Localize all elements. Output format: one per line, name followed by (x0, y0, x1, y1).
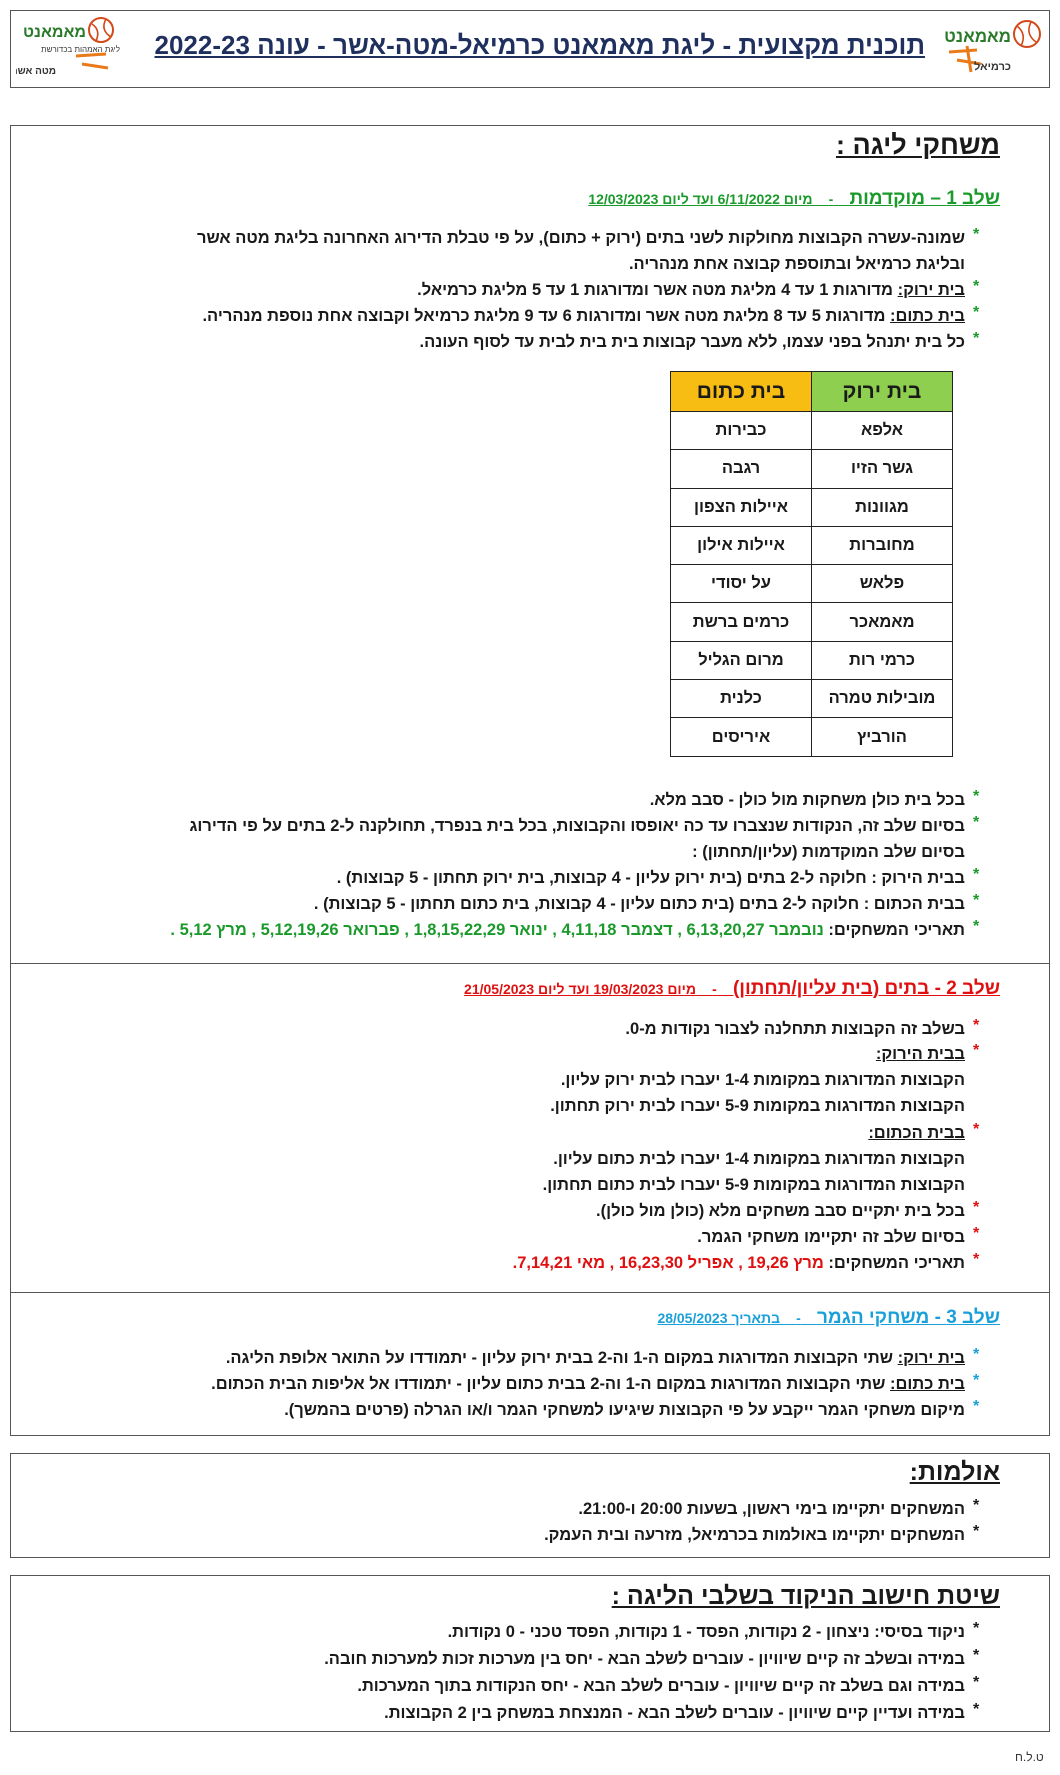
stage2-line: בכל בית יתקיים סבב משחקים מלא (כולן מול כולן). (596, 1202, 965, 1220)
bullet-star-icon: * (973, 226, 980, 243)
bullet-star-icon: * (973, 1251, 980, 1268)
table-cell: כרמים ברשת (671, 603, 812, 641)
table-row (671, 718, 953, 756)
bullet-star-icon: * (973, 1620, 980, 1637)
stage2-line: בבית הכתום: (868, 1124, 965, 1142)
table-row (671, 488, 953, 526)
stage1-after-line: בסיום שלב המוקדמות (עליון/תחתון) : (692, 843, 965, 861)
stage3-label: שלב 3 - משחקי הגמר (816, 1307, 1000, 1328)
stage1-after-line: בכל בית כולן משחקות מול כולן - סבב מלא. (649, 791, 965, 809)
bullet-star-icon: * (973, 1674, 980, 1691)
table-row (671, 641, 953, 679)
volleyball-logo-icon (937, 12, 1042, 82)
table-row (671, 450, 953, 488)
table-cell: רגבה (671, 450, 812, 488)
table-cell: מגוונות (812, 488, 953, 526)
stage2-line: הקבוצות המדורגות במקומות 5-9 יעברו לבית ירוק תחתון. (550, 1097, 965, 1115)
stage3-dates: בתאריך 28/05/2023 (657, 1310, 781, 1326)
stage2-label: שלב 2 - בתים (בית עליון/תחתון) (732, 978, 1000, 999)
logo-right (937, 12, 1042, 82)
bullet-star-icon: * (973, 918, 980, 935)
bullet-star-icon: * (973, 1647, 980, 1664)
table-row (671, 603, 953, 641)
table-row (671, 565, 953, 603)
bullet-star-icon: * (973, 892, 980, 909)
bullet-star-icon: * (973, 1225, 980, 1242)
stage1-line: שמונה-עשרה הקבוצות מחולקות לשני בתים (ירוק + כתום), על פי טבלת הדירוג האחרונה בליגת מטה אשר (196, 229, 965, 247)
stage2-sep: - (712, 981, 717, 997)
bullet-star-icon: * (973, 1121, 980, 1138)
scoring-line: במידה ועדיין קיים שיוויון - עוברים לשלב הבא - המנצחת במשחק בין 2 הקבוצות. (384, 1704, 965, 1722)
stage1-after-line: בסיום שלב זה, הנקודות שנצברו עד כה יאופסו והקבוצות, בכל בית בנפרד, תחולקנה ל-2 בתים על פי הדירוג (189, 817, 965, 835)
bullet-star-icon: * (973, 788, 980, 805)
table-row (671, 680, 953, 718)
table-row (671, 526, 953, 564)
stage2-line: בסיום שלב זה יתקיימו משחקי הגמר. (697, 1228, 965, 1246)
bullet-star-icon: * (973, 1701, 980, 1718)
stage1-dates: מיום 6/11/2022 ועד ליום 12/03/2023 (588, 191, 813, 207)
table-cell: אלפא (812, 412, 953, 450)
logo-right-sub: כרמיאל (974, 61, 1011, 73)
stage3-header (657, 1307, 1000, 1329)
table-cell: מאמאכר (812, 603, 953, 641)
table-cell: כרמי רות (812, 641, 953, 679)
stage2-line: הקבוצות המדורגות במקומות 1-4 יעברו לבית כתום עליון. (553, 1150, 965, 1168)
table-cell: הורביץ (812, 718, 953, 756)
table-cell: גשר הזיו (812, 450, 953, 488)
stage3-sep: - (796, 1310, 801, 1326)
bullet-star-icon: * (973, 1523, 980, 1540)
stage3-orange: בית כתום: שתי הקבוצות המדורגות במקום ה-1 וה-2 בבית כתום עליון - יתמודדו אל אליפות הבית הכתום. (211, 1375, 965, 1393)
scoring-line: במידה וגם בשלב זה קיים שיוויון - עוברים לשלב הבא - יחס הנקודות בתוך המערכות. (357, 1677, 965, 1695)
scoring-line: במידה ובשלב זה קיים שיוויון - עוברים לשלב הבא - יחס בין מערכות זכות למערכות חובה. (324, 1650, 965, 1668)
bullet-star-icon: * (973, 304, 980, 321)
league-heading: משחקי ליגה : (835, 130, 1000, 160)
stage2-line: בבית הירוק: (875, 1045, 965, 1063)
table-cell: על יסודי (671, 565, 812, 603)
table-cell: כבירות (671, 412, 812, 450)
halls-line: המשחקים יתקיימו בימי ראשון, בשעות 20:00 ו-21:00. (578, 1500, 965, 1518)
stage2-games-label: תאריכי המשחקים: (828, 1254, 965, 1272)
bullet-star-icon: * (973, 1372, 980, 1389)
stage1-after-line: בבית הירוק : חלוקה ל-2 בתים (בית ירוק עליון - 4 קבוצות, בית ירוק תחתון - 5 קבוצות) . (336, 869, 965, 887)
table-cell: פלאש (812, 565, 953, 603)
page-title: תוכנית מקצועית - ליגת מאמאנט כרמיאל-מטה-אשר - עונה 2022-23 (154, 30, 925, 60)
stage2-games-dates: מרץ 19,26 , אפריל 16,23,30 , מאי 7,14,21. (512, 1254, 829, 1272)
halls-line: המשחקים יתקיימו באולמות בכרמיאל, מזרעה ובית העמק. (544, 1526, 965, 1544)
logo-left-name: מאמאנט (23, 24, 86, 41)
bullet-star-icon: * (973, 1042, 980, 1059)
table-cell: איילות אילון (671, 526, 812, 564)
stage3-green: בית ירוק: שתי הקבוצות המדורגות במקום ה-1 וה-2 בבית ירוק עליון - יתמודדו על התואר אלופת הליגה. (225, 1349, 965, 1367)
table-cell: מובילות טמרה (812, 680, 953, 718)
houses-table (670, 371, 953, 757)
bullet-star-icon: * (973, 1346, 980, 1363)
table-row (671, 412, 953, 450)
bullet-star-icon: * (973, 330, 980, 347)
table-cell: איילות הצפון (671, 488, 812, 526)
stage1-header (588, 188, 1000, 210)
logo-right-name: מאמאנט (944, 27, 1011, 46)
bullet-star-icon: * (973, 1497, 980, 1514)
logo-left (16, 12, 121, 82)
volleyball-logo-icon (16, 12, 121, 82)
bullet-star-icon: * (973, 1199, 980, 1216)
table-cell: מרום הגליל (671, 641, 812, 679)
stage2-header (464, 978, 1000, 1000)
stage1-sep: - (828, 191, 834, 207)
stage1-each-house: כל בית יתנהל בפני עצמו, ללא מעבר קבוצות בית בית לבית עד לסוף העונה. (419, 333, 965, 351)
table-header-orange: בית כתום (671, 372, 812, 412)
stage2-games (513, 1251, 965, 1275)
bullet-star-icon: * (973, 1017, 980, 1034)
divider-stage3 (10, 1292, 1050, 1293)
bullet-star-icon: * (973, 814, 980, 831)
divider-stage2 (10, 963, 1050, 964)
stage1-games-label: תאריכי המשחקים: (828, 921, 965, 939)
stage1-green-house: בית ירוק: מדורגות 1 עד 4 מליגת מטה אשר ומדורגות 1 עד 5 מליגת כרמיאל. (417, 281, 965, 299)
table-cell: איריסים (671, 718, 812, 756)
table-header-green: בית ירוק (812, 372, 953, 412)
scoring-heading: שיטת חישוב הניקוד בשלבי הליגה : (611, 1582, 1000, 1610)
stage1-orange-house: בית כתום: מדורגות 5 עד 8 מליגת מטה אשר ומדורגות 6 עד 9 מליגת כרמיאל וקבוצה אחת נוספת מנהריה. (202, 307, 965, 325)
bullet-star-icon: * (973, 866, 980, 883)
footer-note: ט.ל.ח (1015, 1750, 1044, 1764)
stage2-line: בשלב זה הקבוצות תתחלנה לצבור נקודות מ-0. (625, 1020, 965, 1038)
stage2-line: הקבוצות המדורגות במקומות 1-4 יעברו לבית ירוק עליון. (560, 1071, 965, 1089)
stage2-dates: מיום 19/03/2023 ועד ליום 21/05/2023 (464, 981, 697, 997)
stage1-games (170, 918, 965, 942)
stage3-location: מיקום משחקי הגמר ייקבע על פי הקבוצות שיגיעו למשחקי הגמר ו/או הגרלה (פרטים בהמשך). (284, 1401, 965, 1419)
bullet-star-icon: * (973, 278, 980, 295)
table-cell: כלנית (671, 680, 812, 718)
stage2-line: הקבוצות המדורגות במקומות 5-9 יעברו לבית כתום תחתון. (542, 1176, 965, 1194)
logo-left-sub: ליגת האמהות בכדורשת (41, 45, 120, 54)
logo-left-area: מטה אשר (16, 66, 56, 77)
stage1-label: שלב 1 – מוקדמות (849, 188, 1000, 209)
stage1-after-line: בבית הכתום : חלוקה ל-2 בתים (בית כתום עליון - 4 קבוצות, בית כתום תחתון - 5 קבוצות) . (313, 895, 965, 913)
scoring-line: ניקוד בסיסי: ניצחון - 2 נקודות, הפסד - 1 נקודות, הפסד טכני - 0 נקודות. (447, 1623, 965, 1641)
stage1-games-dates: נובמבר 6,13,20,27 , דצמבר 4,11,18 , ינואר 1,8,15,22,29 , פברואר 5,12,19,26 , מרץ 5,12 . (170, 921, 829, 939)
bullet-star-icon: * (973, 1398, 980, 1415)
table-cell: מחוברות (812, 526, 953, 564)
halls-heading: אולמות: (909, 1458, 1000, 1486)
stage1-line: ובליגת כרמיאל ובתוספת קבוצה אחת מנהריה. (628, 255, 965, 273)
